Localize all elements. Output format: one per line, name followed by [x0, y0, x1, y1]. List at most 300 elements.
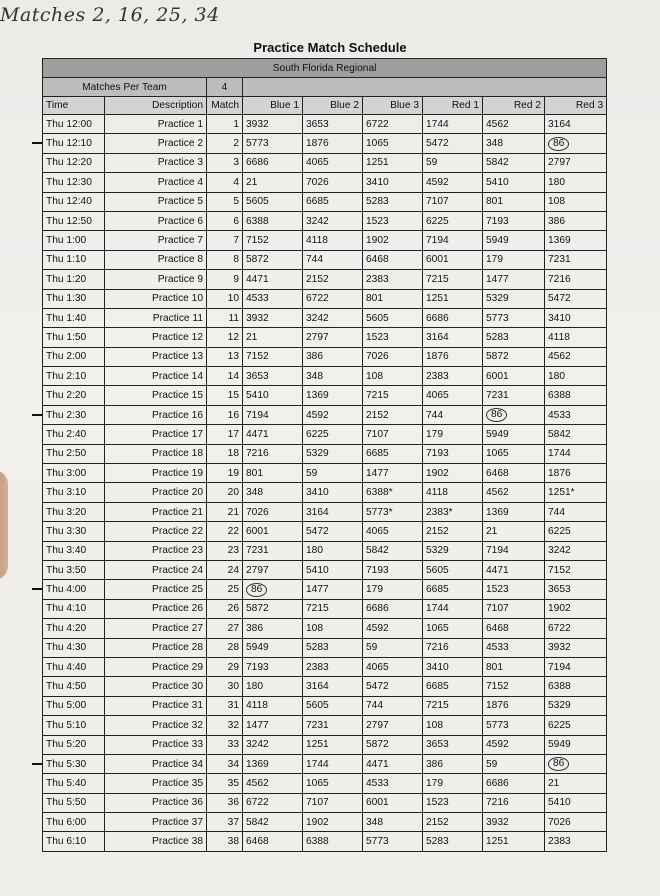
table-row — [43, 173, 607, 192]
match-number-cell: 16 — [207, 405, 243, 424]
team-cell: 3242 — [243, 735, 303, 754]
team-cell: 7107 — [423, 192, 483, 211]
header-red2: Red 2 — [483, 97, 545, 115]
team-cell: 1369 — [303, 386, 363, 405]
team-cell: 801 — [483, 657, 545, 676]
team-cell: 1523 — [423, 793, 483, 812]
team-cell: 1477 — [243, 716, 303, 735]
header-match: Match — [207, 97, 243, 115]
description-cell: Practice 27 — [105, 619, 207, 638]
time-cell: Thu 12:20 — [43, 153, 105, 172]
team-cell: 4562 — [243, 774, 303, 793]
team-cell: 7194 — [243, 405, 303, 424]
team-cell: 744 — [363, 696, 423, 715]
team-cell: 2383 — [545, 832, 607, 851]
team-cell: 5283 — [423, 832, 483, 851]
team-cell: 5872 — [363, 735, 423, 754]
time-cell: Thu 1:30 — [43, 289, 105, 308]
team-cell: 7107 — [363, 425, 423, 444]
description-cell: Practice 16 — [105, 405, 207, 424]
team-cell: 4065 — [363, 522, 423, 541]
table-row — [43, 153, 607, 172]
team-cell: 7194 — [483, 541, 545, 560]
time-cell: Thu 12:50 — [43, 211, 105, 230]
team-cell: 801 — [243, 464, 303, 483]
team-cell: 3932 — [545, 638, 607, 657]
team-cell: 386 — [303, 347, 363, 366]
team-cell: 5773* — [363, 502, 423, 521]
circled-team-number: 86 — [486, 408, 507, 422]
team-cell: 5842 — [483, 153, 545, 172]
team-cell: 348 — [363, 813, 423, 832]
team-cell: 6722 — [303, 289, 363, 308]
table-row — [43, 464, 607, 483]
match-number-cell: 32 — [207, 716, 243, 735]
header-blue3: Blue 3 — [363, 97, 423, 115]
team-cell: 1477 — [303, 580, 363, 599]
team-cell: 1477 — [363, 464, 423, 483]
team-cell: 1251 — [363, 153, 423, 172]
team-cell: 2383 — [363, 270, 423, 289]
time-cell: Thu 5:20 — [43, 735, 105, 754]
time-cell: Thu 6:10 — [43, 832, 105, 851]
description-cell: Practice 4 — [105, 173, 207, 192]
description-cell: Practice 36 — [105, 793, 207, 812]
team-cell: 5329 — [303, 444, 363, 463]
team-cell: 2152 — [363, 405, 423, 424]
team-cell: 5283 — [363, 192, 423, 211]
team-cell: 5773 — [243, 134, 303, 153]
team-cell: 386 — [545, 211, 607, 230]
time-cell: Thu 5:10 — [43, 716, 105, 735]
team-cell: 4471 — [483, 560, 545, 579]
table-row — [43, 347, 607, 366]
description-cell: Practice 15 — [105, 386, 207, 405]
team-cell: 6225 — [303, 425, 363, 444]
time-cell: Thu 4:10 — [43, 599, 105, 618]
team-cell: 3410 — [363, 173, 423, 192]
circled-team-number: 86 — [548, 137, 569, 151]
team-cell: 5472 — [423, 134, 483, 153]
header-row — [43, 97, 607, 115]
team-cell: 1744 — [303, 754, 363, 773]
description-cell: Practice 34 — [105, 754, 207, 773]
team-cell: 1369 — [483, 502, 545, 521]
match-number-cell: 19 — [207, 464, 243, 483]
description-cell: Practice 8 — [105, 250, 207, 269]
team-cell: 4065 — [363, 657, 423, 676]
description-cell: Practice 35 — [105, 774, 207, 793]
team-cell: 1251 — [423, 289, 483, 308]
team-cell: 3164 — [303, 502, 363, 521]
team-cell: 6001 — [483, 367, 545, 386]
table-row — [43, 599, 607, 618]
match-number-cell: 12 — [207, 328, 243, 347]
team-cell: 1369 — [243, 754, 303, 773]
time-cell: Thu 2:40 — [43, 425, 105, 444]
team-cell: 7152 — [483, 677, 545, 696]
team-cell: 6685 — [423, 677, 483, 696]
time-cell: Thu 12:10 — [43, 134, 105, 153]
team-cell: 6225 — [423, 211, 483, 230]
team-cell: 6468 — [363, 250, 423, 269]
dash-mark — [32, 142, 42, 144]
match-number-cell: 38 — [207, 832, 243, 851]
description-cell: Practice 13 — [105, 347, 207, 366]
team-cell: 4533 — [363, 774, 423, 793]
match-number-cell: 5 — [207, 192, 243, 211]
team-cell: 6686 — [363, 599, 423, 618]
match-number-cell: 11 — [207, 308, 243, 327]
time-cell: Thu 3:40 — [43, 541, 105, 560]
team-cell: 1369 — [545, 231, 607, 250]
team-cell: 3932 — [243, 115, 303, 134]
description-cell: Practice 14 — [105, 367, 207, 386]
team-cell: 1065 — [483, 444, 545, 463]
description-cell: Practice 32 — [105, 716, 207, 735]
table-row — [43, 619, 607, 638]
team-cell: 3932 — [243, 308, 303, 327]
team-cell: 6722 — [545, 619, 607, 638]
table-row — [43, 328, 607, 347]
team-cell: 4118 — [303, 231, 363, 250]
team-cell: 6685 — [363, 444, 423, 463]
team-cell: 1876 — [545, 464, 607, 483]
match-number-cell: 23 — [207, 541, 243, 560]
table-row — [43, 425, 607, 444]
team-cell: 7152 — [243, 347, 303, 366]
team-cell: 1744 — [545, 444, 607, 463]
team-cell: 5329 — [423, 541, 483, 560]
description-cell: Practice 11 — [105, 308, 207, 327]
time-cell: Thu 12:40 — [43, 192, 105, 211]
match-number-cell: 27 — [207, 619, 243, 638]
team-cell: 6722 — [363, 115, 423, 134]
thumb — [0, 470, 8, 580]
team-cell: 7152 — [243, 231, 303, 250]
team-cell: 5842 — [243, 813, 303, 832]
team-cell: 5605 — [423, 560, 483, 579]
description-cell: Practice 1 — [105, 115, 207, 134]
team-cell: 180 — [545, 173, 607, 192]
description-cell: Practice 24 — [105, 560, 207, 579]
time-cell: Thu 4:50 — [43, 677, 105, 696]
team-cell: 6686 — [423, 308, 483, 327]
team-cell: 2152 — [423, 813, 483, 832]
description-cell: Practice 38 — [105, 832, 207, 851]
team-cell: 4562 — [483, 483, 545, 502]
team-cell: 7216 — [243, 444, 303, 463]
team-cell: 6388 — [545, 386, 607, 405]
team-cell: 6001 — [243, 522, 303, 541]
team-cell: 1902 — [363, 231, 423, 250]
team-cell: 3653 — [423, 735, 483, 754]
description-cell: Practice 17 — [105, 425, 207, 444]
team-cell: 348 — [243, 483, 303, 502]
team-cell: 6388 — [545, 677, 607, 696]
description-cell: Practice 22 — [105, 522, 207, 541]
table-row — [43, 231, 607, 250]
description-cell: Practice 29 — [105, 657, 207, 676]
table-row — [43, 250, 607, 269]
team-cell: 21 — [545, 774, 607, 793]
team-cell: 1876 — [303, 134, 363, 153]
table-row — [43, 502, 607, 521]
time-cell: Thu 5:00 — [43, 696, 105, 715]
matches-per-team-row — [43, 78, 607, 97]
team-cell: 4533 — [483, 638, 545, 657]
description-cell: Practice 37 — [105, 813, 207, 832]
team-cell: 6388 — [243, 211, 303, 230]
team-cell: 7107 — [303, 793, 363, 812]
dash-mark — [32, 763, 42, 765]
table-row — [43, 289, 607, 308]
team-cell: 1251 — [303, 735, 363, 754]
handwritten-note: Matches 2, 16, 25, 34 — [0, 4, 220, 26]
team-cell: 4471 — [363, 754, 423, 773]
dash-mark — [32, 588, 42, 590]
team-cell: 1477 — [483, 270, 545, 289]
match-number-cell: 36 — [207, 793, 243, 812]
team-cell: 7216 — [423, 638, 483, 657]
table-row — [43, 522, 607, 541]
team-cell: 7215 — [303, 599, 363, 618]
team-cell: 1523 — [363, 211, 423, 230]
team-cell: 4592 — [363, 619, 423, 638]
team-cell: 3653 — [303, 115, 363, 134]
team-cell: 179 — [423, 425, 483, 444]
table-row — [43, 580, 607, 599]
team-cell — [483, 405, 545, 424]
team-cell: 179 — [483, 250, 545, 269]
team-cell: 3410 — [303, 483, 363, 502]
team-cell: 744 — [545, 502, 607, 521]
team-cell: 7193 — [363, 560, 423, 579]
team-cell: 5842 — [363, 541, 423, 560]
team-cell: 5472 — [363, 677, 423, 696]
matches-per-team-label: Matches Per Team — [43, 78, 207, 97]
time-cell: Thu 2:00 — [43, 347, 105, 366]
team-cell: 4118 — [545, 328, 607, 347]
description-cell: Practice 20 — [105, 483, 207, 502]
match-number-cell: 20 — [207, 483, 243, 502]
team-cell: 3410 — [423, 657, 483, 676]
team-cell: 7026 — [363, 347, 423, 366]
team-cell: 5949 — [243, 638, 303, 657]
team-cell: 7231 — [243, 541, 303, 560]
team-cell: 744 — [423, 405, 483, 424]
team-cell: 3242 — [545, 541, 607, 560]
team-cell: 4562 — [545, 347, 607, 366]
circled-team-number: 86 — [246, 583, 267, 597]
team-cell: 4118 — [423, 483, 483, 502]
team-cell: 5949 — [545, 735, 607, 754]
match-number-cell: 13 — [207, 347, 243, 366]
team-cell: 5410 — [545, 793, 607, 812]
team-cell: 744 — [303, 250, 363, 269]
team-cell: 6468 — [483, 619, 545, 638]
team-cell: 348 — [483, 134, 545, 153]
table-row — [43, 444, 607, 463]
team-cell: 6468 — [483, 464, 545, 483]
team-cell: 1065 — [423, 619, 483, 638]
table-row — [43, 483, 607, 502]
team-cell: 7194 — [423, 231, 483, 250]
team-cell: 1744 — [423, 599, 483, 618]
header-blue1: Blue 1 — [243, 97, 303, 115]
table-row — [43, 115, 607, 134]
description-cell: Practice 25 — [105, 580, 207, 599]
schedule-table — [42, 58, 607, 852]
description-cell: Practice 10 — [105, 289, 207, 308]
team-cell: 3410 — [545, 308, 607, 327]
team-cell: 5605 — [303, 696, 363, 715]
table-row — [43, 793, 607, 812]
team-cell: 1523 — [363, 328, 423, 347]
team-cell: 1902 — [423, 464, 483, 483]
header-red3: Red 3 — [545, 97, 607, 115]
description-cell: Practice 21 — [105, 502, 207, 521]
team-cell: 7193 — [483, 211, 545, 230]
team-cell: 2152 — [303, 270, 363, 289]
header-time: Time — [43, 97, 105, 115]
team-cell: 7193 — [243, 657, 303, 676]
team-cell: 5410 — [483, 173, 545, 192]
event-name: South Florida Regional — [43, 59, 607, 78]
team-cell: 4065 — [303, 153, 363, 172]
team-cell: 6388* — [363, 483, 423, 502]
team-cell: 4471 — [243, 425, 303, 444]
table-row — [43, 754, 607, 773]
table-row — [43, 134, 607, 153]
team-cell: 7216 — [483, 793, 545, 812]
description-cell: Practice 19 — [105, 464, 207, 483]
team-cell: 5283 — [483, 328, 545, 347]
time-cell: Thu 3:20 — [43, 502, 105, 521]
team-cell: 7026 — [243, 502, 303, 521]
description-cell: Practice 23 — [105, 541, 207, 560]
team-cell: 7231 — [483, 386, 545, 405]
team-cell: 2383* — [423, 502, 483, 521]
team-cell: 2797 — [243, 560, 303, 579]
header-description: Description — [105, 97, 207, 115]
page-title: Practice Match Schedule — [253, 40, 407, 55]
team-cell: 3164 — [303, 677, 363, 696]
table-row — [43, 541, 607, 560]
team-cell: 179 — [423, 774, 483, 793]
team-cell: 7152 — [545, 560, 607, 579]
team-cell: 4592 — [303, 405, 363, 424]
time-cell: Thu 12:00 — [43, 115, 105, 134]
team-cell — [545, 134, 607, 153]
header-red1: Red 1 — [423, 97, 483, 115]
team-cell: 2383 — [303, 657, 363, 676]
team-cell: 59 — [303, 464, 363, 483]
team-cell: 21 — [243, 173, 303, 192]
team-cell: 180 — [545, 367, 607, 386]
team-cell: 5949 — [483, 425, 545, 444]
team-cell: 2152 — [423, 522, 483, 541]
team-cell: 59 — [363, 638, 423, 657]
team-cell: 6722 — [243, 793, 303, 812]
match-number-cell: 8 — [207, 250, 243, 269]
team-cell: 5410 — [303, 560, 363, 579]
table-row — [43, 657, 607, 676]
team-cell: 7231 — [545, 250, 607, 269]
description-cell: Practice 33 — [105, 735, 207, 754]
team-cell: 6225 — [545, 522, 607, 541]
description-cell: Practice 12 — [105, 328, 207, 347]
time-cell: Thu 5:40 — [43, 774, 105, 793]
team-cell: 6388 — [303, 832, 363, 851]
team-cell: 3164 — [423, 328, 483, 347]
match-number-cell: 9 — [207, 270, 243, 289]
time-cell: Thu 1:50 — [43, 328, 105, 347]
team-cell: 21 — [483, 522, 545, 541]
team-cell: 7215 — [423, 270, 483, 289]
time-cell: Thu 4:00 — [43, 580, 105, 599]
table-row — [43, 813, 607, 832]
team-cell: 4471 — [243, 270, 303, 289]
team-cell: 7026 — [545, 813, 607, 832]
team-cell: 7193 — [423, 444, 483, 463]
team-cell: 6001 — [423, 250, 483, 269]
match-number-cell: 18 — [207, 444, 243, 463]
time-cell: Thu 3:30 — [43, 522, 105, 541]
team-cell: 4592 — [483, 735, 545, 754]
team-cell: 6225 — [545, 716, 607, 735]
time-cell: Thu 2:30 — [43, 405, 105, 424]
time-cell: Thu 4:30 — [43, 638, 105, 657]
table-row — [43, 716, 607, 735]
match-number-cell: 22 — [207, 522, 243, 541]
team-cell: 5472 — [303, 522, 363, 541]
table-row — [43, 560, 607, 579]
team-cell: 3164 — [545, 115, 607, 134]
match-number-cell: 15 — [207, 386, 243, 405]
team-cell: 801 — [483, 192, 545, 211]
match-number-cell: 34 — [207, 754, 243, 773]
description-cell: Practice 3 — [105, 153, 207, 172]
team-cell: 7194 — [545, 657, 607, 676]
team-cell: 5773 — [483, 308, 545, 327]
team-cell: 180 — [243, 677, 303, 696]
time-cell: Thu 3:00 — [43, 464, 105, 483]
time-cell: Thu 3:10 — [43, 483, 105, 502]
time-cell: Thu 5:50 — [43, 793, 105, 812]
team-cell: 2797 — [363, 716, 423, 735]
team-cell: 5842 — [545, 425, 607, 444]
table-row — [43, 774, 607, 793]
team-cell: 3932 — [483, 813, 545, 832]
team-cell: 3242 — [303, 308, 363, 327]
team-cell: 7215 — [423, 696, 483, 715]
team-cell: 7216 — [545, 270, 607, 289]
team-cell: 1876 — [423, 347, 483, 366]
team-cell: 1902 — [545, 599, 607, 618]
table-row — [43, 308, 607, 327]
match-number-cell: 37 — [207, 813, 243, 832]
match-number-cell: 3 — [207, 153, 243, 172]
team-cell: 5872 — [483, 347, 545, 366]
team-cell: 4118 — [243, 696, 303, 715]
time-cell: Thu 1:10 — [43, 250, 105, 269]
team-cell: 21 — [243, 328, 303, 347]
team-cell: 59 — [483, 754, 545, 773]
match-number-cell: 17 — [207, 425, 243, 444]
match-number-cell: 26 — [207, 599, 243, 618]
team-cell: 1876 — [483, 696, 545, 715]
